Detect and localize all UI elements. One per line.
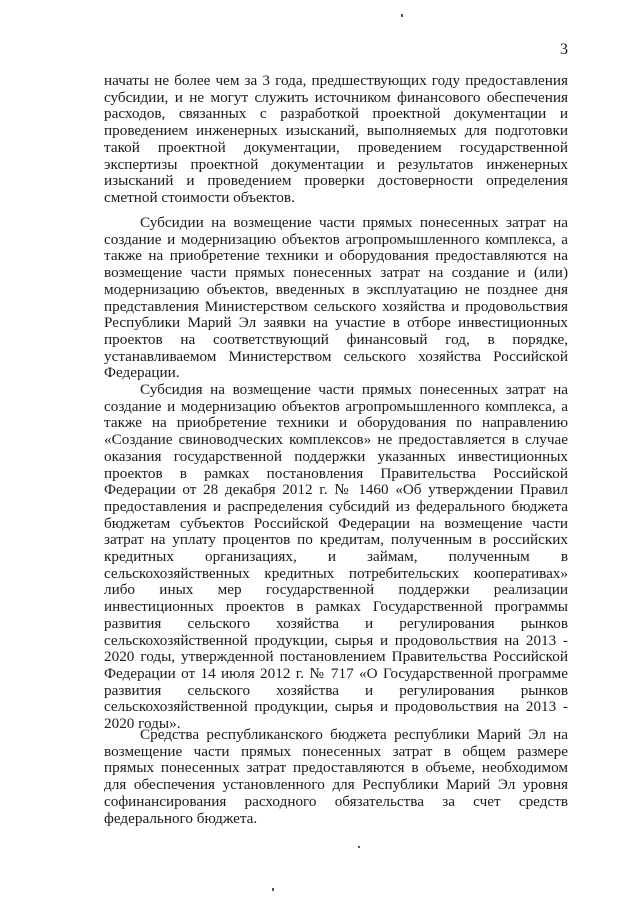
document-body-3 [104, 382, 568, 733]
document-body-2 [104, 215, 568, 382]
document-body [104, 73, 568, 207]
paragraph-3: Субсидия на возмещение части прямых понесенных затрат на создание и модернизацию объектов агропромышленного комплекса, а также на приобретение техники и оборудования по направлению «Создание свиноводческих комплексов» не предоставляется в случае оказания государственной поддержки указанных инвестиционных проектов в рамках постановления Правительства Российской Федерации от 28 декабря 2012 г. № 1460 «Об утверждении Правил предоставления и распределения субсидий из федерального бюджета бюджетам субъектов Российской Федерации на возмещение части затрат на уплату процентов по кредитам, полученным в российских кредитных организациях, и займам, полученным в сельскохозяйственных кредитных потребительских кооперативах» либо иных мер государственной поддержки реализации инвестиционных проектов в рамках Государственной программы развития сельского хозяйства и регулирования рынков сельскохозяйственной продукции, сырья и продовольствия на 2013 - 2020 годы, утвержденной постановлением Правительства Российской Федерации от 14 июля 2012 г. № 717 «О Государственной программе развития сельского хозяйства и регулирования рынков сельскохозяйственной продукции, сырья и продовольствия на 2013 - 2020 годы». [104, 381, 568, 733]
scan-speck [358, 846, 360, 848]
scan-speck [272, 888, 274, 891]
page-number: 3 [560, 41, 568, 58]
document-body-4 [104, 727, 568, 827]
paragraph-2: Субсидии на возмещение части прямых понесенных затрат на создание и модернизацию объектов агропромышленного комплекса, а также на приобретение техники и оборудования предоставляются на возмещение части прямых понесенных затрат на создание и (или) модернизацию объектов, введенных в эксплуатацию не позднее дня представления Министерством сельского хозяйства и продовольствия Республики Марий Эл заявки на участие в отборе инвестиционных проектов на соответствующий финансовый год, в порядке, устанавливаемом Министерством сельского хозяйства Российской Федерации. [104, 214, 568, 382]
scan-speck [401, 14, 403, 17]
paragraph-1-continuation: начаты не более чем за 3 года, предшествующих году предоставления субсидии, и не могут служить источником финансового обеспечения расходов, связанных с разработкой проектной документации и проведением инженерных изысканий, выполняемых для подготовки такой проектной документации, проведением государственной экспертизы проектной документации и результатов инженерных изысканий и проведением проверки достоверности определения сметной стоимости объектов. [104, 72, 568, 206]
paragraph-4: Средства республиканского бюджета республики Марий Эл на возмещение части прямых понесенных затрат в общем размере прямых понесенных затрат предоставляются в объеме, необходимом для обеспечения установленного для Республики Марий Эл уровня софинансирования расходного обязательства за счет средств федерального бюджета. [104, 726, 568, 827]
